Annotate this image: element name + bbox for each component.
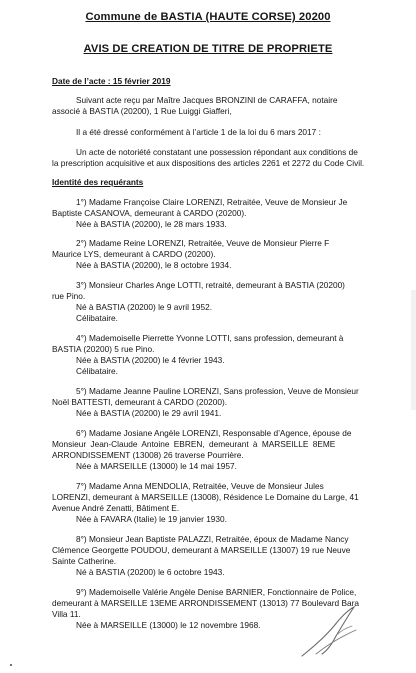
requerant-7-line: Avenue André Zenatti, Bâtiment E. <box>52 503 180 513</box>
requerant-7-birth: Née à FAVARA (Italie) le 19 janvier 1930. <box>76 514 227 524</box>
requerant-4-line: 4°) Mademoiselle Pierrette Yvonne LOTTI, sans profession, demeurant à <box>76 333 344 343</box>
requerant-1-birth: Née à BASTIA (20200), le 28 mars 1933. <box>76 219 227 229</box>
scan-edge-shadow <box>411 290 416 410</box>
requerant-4-status: Célibataire. <box>76 366 118 376</box>
requerant-3-birth: Né à BASTIA (20200) le 9 avril 1952. <box>76 302 213 312</box>
requerant-7-line: LORENZI, demeurant à MARSEILLE (13008), Résidence Le Domaine du Large, 41 <box>52 492 359 502</box>
requerant-6-line: ARRONDISSEMENT (13008) 26 traverse Pourrière. <box>52 450 244 460</box>
commune-title: Commune de BASTIA (HAUTE CORSE) 20200 <box>85 11 331 23</box>
requerant-4-birth: Née à BASTIA (20200) le 4 février 1943. <box>76 355 225 365</box>
requerant-2-birth: Née à BASTIA (20200), le 8 octobre 1934. <box>76 260 232 270</box>
requerant-8-line: 8°) Monsieur Jean Baptiste PALAZZI, Retraitée, époux de Madame Nancy <box>76 534 349 544</box>
requerant-4-line: BASTIA (20200) 5 rue Pino. <box>52 344 155 354</box>
requerant-5-line: 5°) Madame Jeanne Pauline LORENZI, Sans profession, Veuve de Monsieur <box>76 386 359 396</box>
paragraph-line: Un acte de notoriété constatant une possession répondant aux conditions de <box>76 147 358 157</box>
requerant-1-line: Baptiste CASANOVA, demeurant à CARDO (20200). <box>52 208 247 218</box>
avis-title: AVIS DE CREATION DE TITRE DE PROPRIETE <box>83 43 333 55</box>
requerant-6-line: Monsieur Jean-Claude Antoine EBREN, demeurant à MARSEILLE 8EME <box>52 439 336 449</box>
requerant-9-line: Villa 11. <box>52 609 81 619</box>
requerant-5-birth: Née à BASTIA (20200) le 29 avril 1941. <box>76 408 222 418</box>
paragraph-line: Il a été dressé conformément à l’article 1 de la loi du 6 mars 2017 : <box>76 127 321 137</box>
paragraph-line: Suivant acte reçu par Maître Jacques BRONZINI de CARAFFA, notaire <box>76 95 338 105</box>
requerant-2-line: 2°) Madame Reine LORENZI, Retraitée, Veuve de Monsieur Pierre F <box>76 238 330 248</box>
requerant-8-line: Clémence Georgette POUDOU, demeurant à MARSEILLE (13007) 19 rue Neuve <box>52 545 351 555</box>
paragraph-line: la prescription acquisitive et aux dispositions des articles 2261 et 2272 du Code Civil. <box>52 158 365 168</box>
requerant-3-line: rue Pino. <box>52 291 86 301</box>
requerant-1-line: 1°) Madame Françoise Claire LORENZI, Retraitée, Veuve de Monsieur Je <box>76 197 348 207</box>
requerant-6-line: 6°) Madame Josiane Angèle LORENZI, Responsable d’Agence, épouse de <box>76 428 352 438</box>
requerant-5-line: Noël BATTESTI, demeurant à CARDO (20200). <box>52 397 228 407</box>
requerant-6-birth: Née à MARSEILLE (13000) le 14 mai 1957. <box>76 461 237 471</box>
requerants-heading: Identité des requérants <box>52 177 144 187</box>
paragraph-line: associé à BASTIA (20200), 1 Rue Luiggi Giafferi, <box>52 106 232 116</box>
requerant-3-line: 3°) Monsieur Charles Ange LOTTI, retraité, demeurant à BASTIA (20200) <box>76 280 345 290</box>
requerant-8-line: Sainte Catherine. <box>52 556 117 566</box>
requerant-8-birth: Né à BASTIA (20200) le 6 octobre 1943. <box>76 567 225 577</box>
requerant-9-birth: Née à MARSEILLE (13000) le 12 novembre 1968. <box>76 620 261 630</box>
scan-speck <box>10 664 12 666</box>
requerant-3-status: Célibataire. <box>76 313 118 323</box>
requerant-9-line: 9°) Mademoiselle Valérie Angèle Denise BARNIER, Fonctionnaire de Police, <box>76 587 357 597</box>
requerant-7-line: 7°) Madame Anna MENDOLIA, Retraitée, Veuve de Monsieur Jules <box>76 481 324 491</box>
requerant-2-line: Maurice LYS, demeurant à CARDO (20200). <box>52 249 216 259</box>
requerant-9-line: demeurant à MARSEILLE 13EME ARRONDISSEMENT (13013) 77 Boulevard Bara <box>52 598 359 608</box>
signature-mark <box>298 604 360 660</box>
date-acte: Date de l’acte : 15 février 2019 <box>52 76 171 86</box>
